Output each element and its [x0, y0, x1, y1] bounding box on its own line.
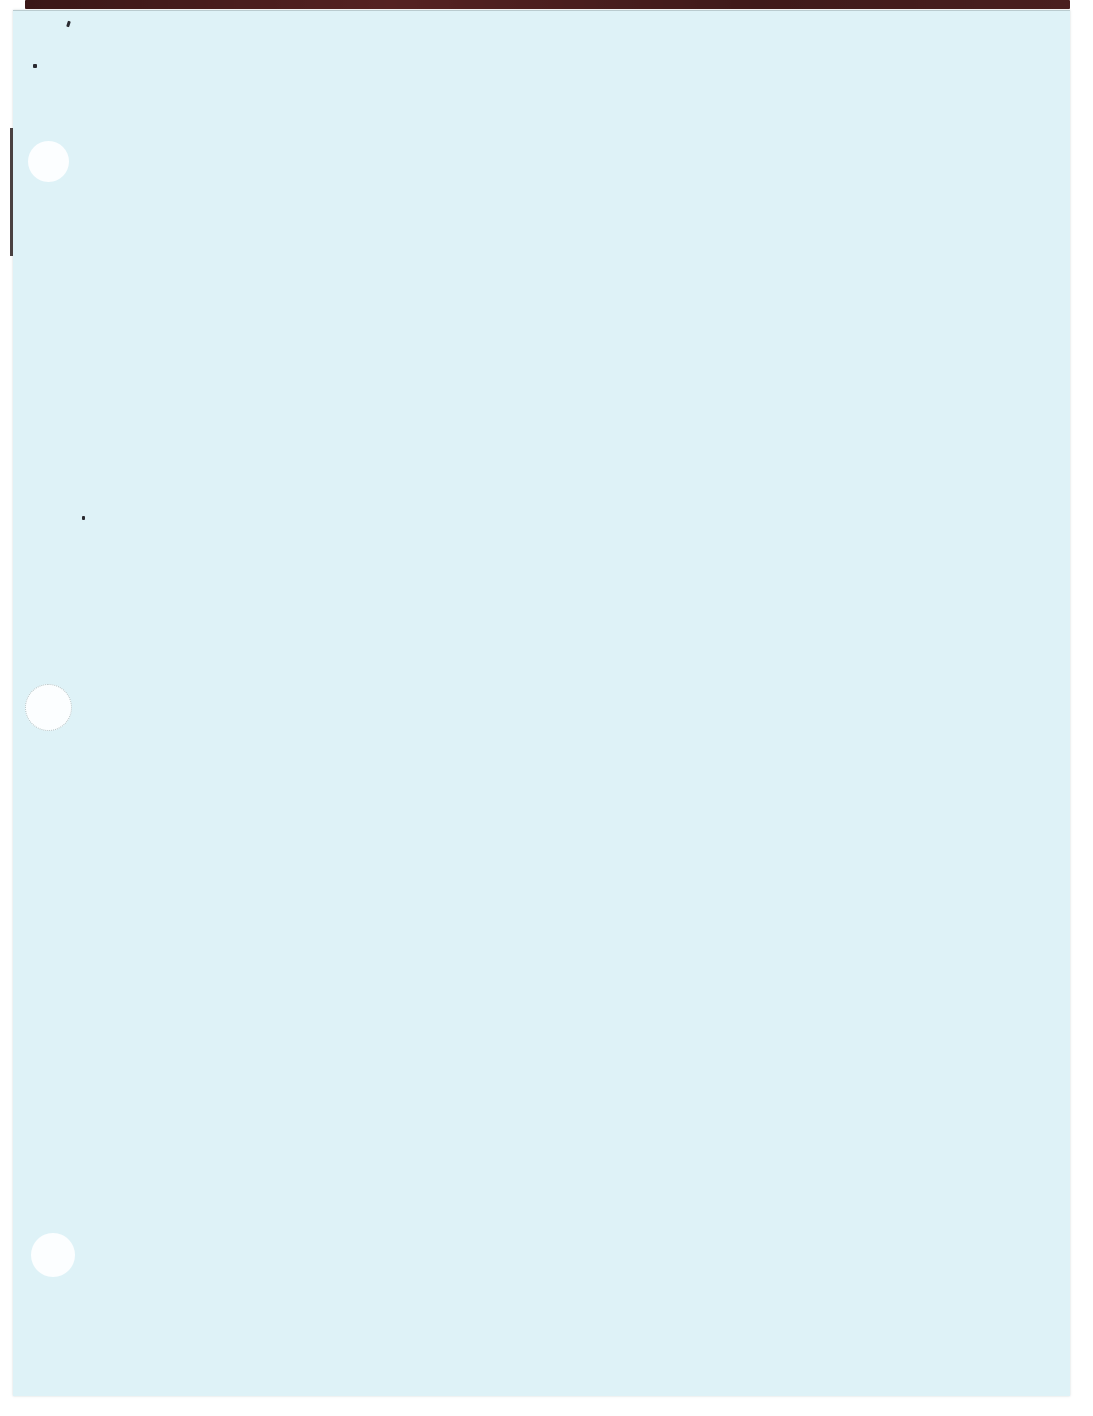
hole-punch: [31, 1233, 75, 1277]
hole-punch: [25, 684, 72, 731]
hole-punch: [28, 141, 69, 182]
scan-speck: [82, 516, 85, 520]
document-title: [348, 142, 738, 143]
scan-speck: [33, 64, 37, 68]
print-date: [808, 144, 966, 145]
page-number: [808, 144, 966, 145]
